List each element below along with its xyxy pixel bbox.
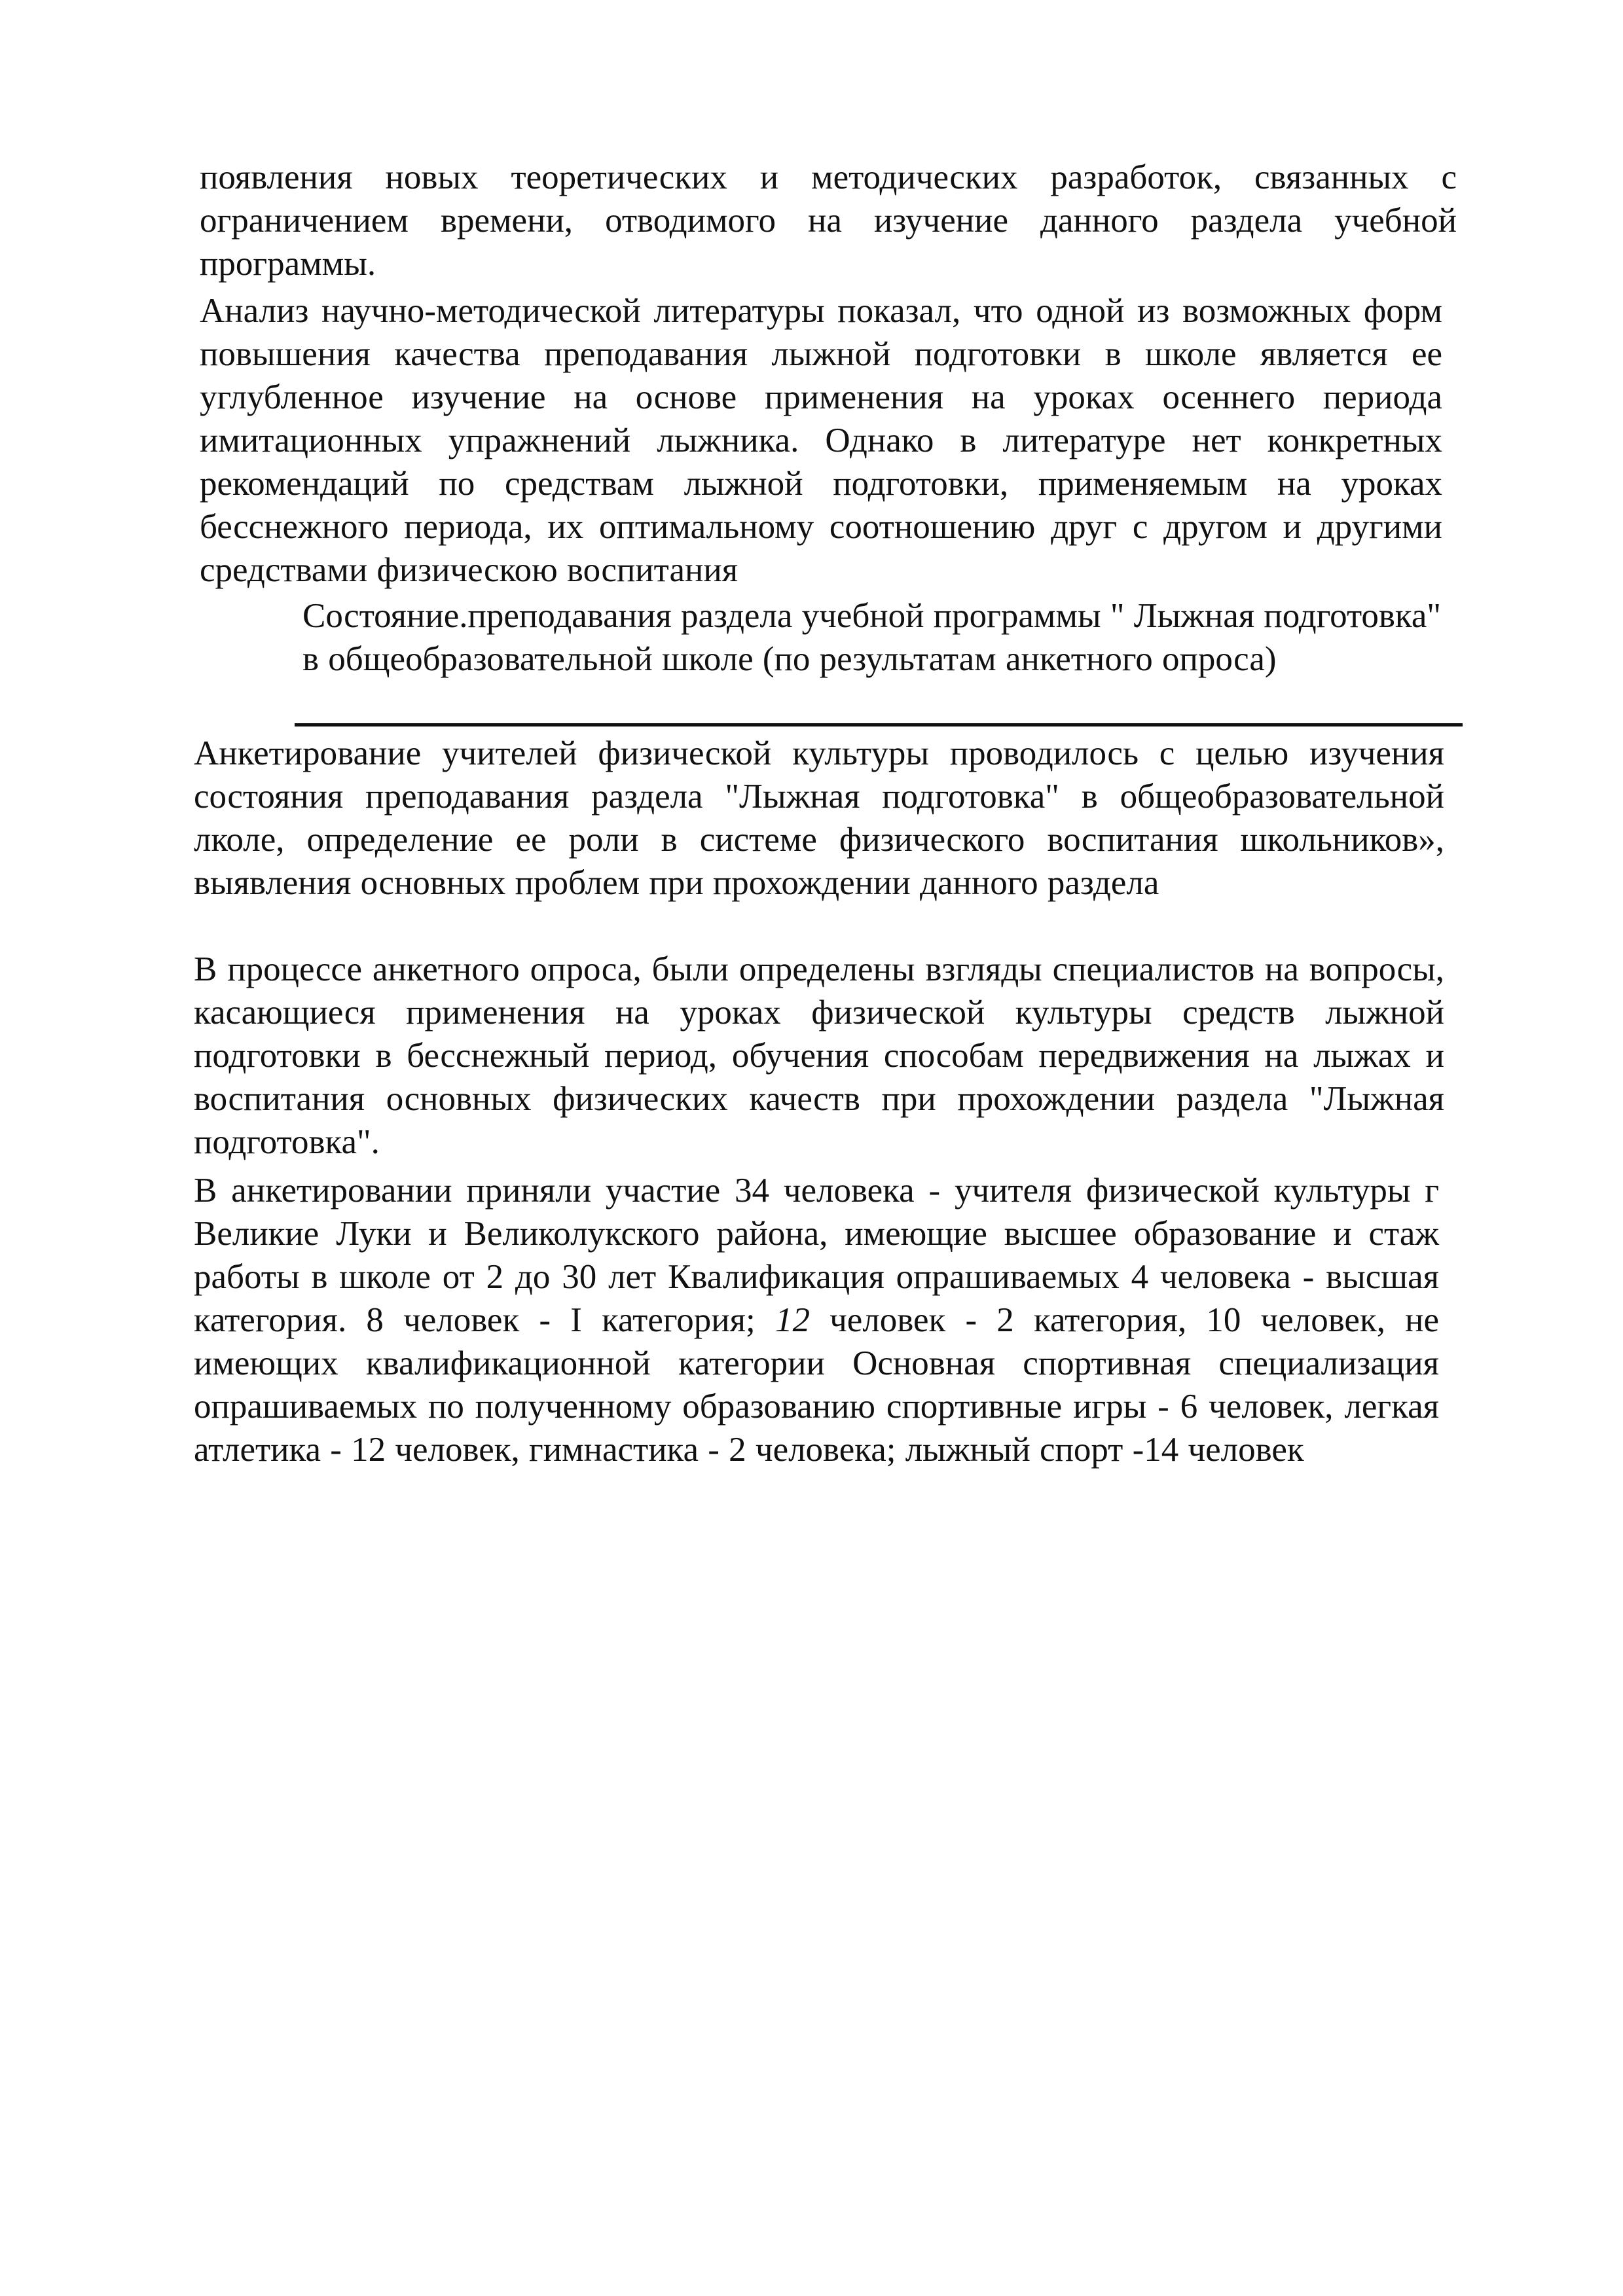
- italic-number: 12: [775, 1301, 810, 1339]
- paragraph-literature-analysis: Анализ научно-методической литературы показал, что одной из возможных форм повышения качества преподавания лыжной подготовки в школе является ее углубленное изучение на основе применения на уроках осеннего периода имитационных упражнений лыжника. Однако в литературе нет конкретных рекомендаций по средствам лыжной подготовки, применяемым на уроках бесснежного периода, их оптимальному соотношению друг с другом и другими средствами физическою воспитания: [200, 292, 1442, 589]
- paragraph-survey-process: В процессе анкетного опроса, были определены взгляды специалистов на вопросы, касающиеся применения на уроках физической культуры средств лыжной подготовки в бесснежный период, обучения способам передвижения на лыжах и воспитания основных физических качеств при прохождении раздела "Лыжная подготовка".: [194, 950, 1444, 1161]
- heading-underline-divider: [295, 723, 1463, 726]
- paragraph-participants-part-1: В анкетировании приняли участие 34 человека - учителя физической культуры г Великие Луки и Великолукского района, имеющие высшее образование и стаж работы в школе от 2 до 30 лет Квалификация опрашиваемых 4 человека - высшая категория. 8 человек - I категория;: [194, 1172, 1439, 1339]
- paragraph-survey-purpose: Анкетирование учителей физической культуры проводилось с целью изучения состояния преподавания раздела "Лыжная подготовка" в общеобразовательной лколе, определение ее роли в системе физического воспитания школьников», выявления основных проблем при прохождении данного раздела: [194, 734, 1444, 902]
- paragraph-survey-participants: [194, 1169, 1439, 1471]
- paragraph-continuation: появления новых теоретических и методических разработок, связанных с ограничением времени, отводимого на изучение данного раздела учебной программы.: [200, 158, 1457, 283]
- section-heading: Состояние.преподавания раздела учебной программы " Лыжная подготовка" в общеобразовательной школе (по результатам анкетного опроса): [302, 597, 1442, 678]
- paragraph-participants-part-2: человек - 2 категория, 10 человек, не имеющих квалификационной категории Основная спортивная специализация опрашиваемых по полученному образованию спортивные игры - 6 человек, легкая атлетика - 12 человек, гимнастика - 2 человека; лыжный спорт -14 человек: [194, 1301, 1440, 1469]
